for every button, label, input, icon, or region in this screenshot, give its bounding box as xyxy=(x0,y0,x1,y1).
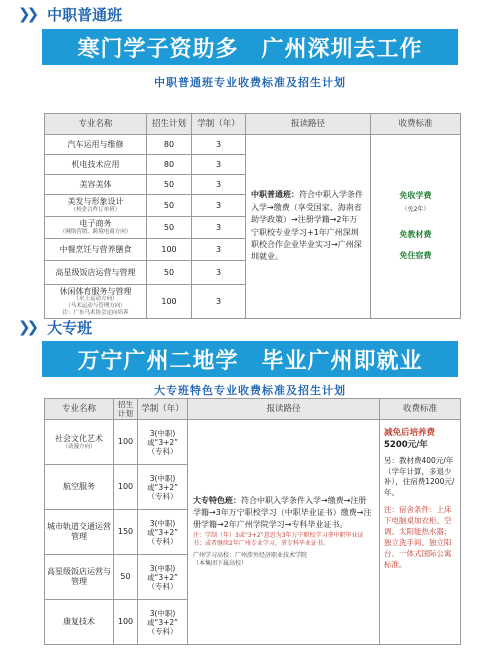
section2-title: 大专班 xyxy=(47,318,93,337)
major-label: 高星级饭店运营与管理 xyxy=(55,267,136,277)
plan-value: 50 xyxy=(147,195,192,217)
path-text: 符合中职入学条件入学→缴费（享受国家、海南省助学政策）→注册学籍→2年万宁职校专业学习+1年广州深圳职校合作企业毕业实习→广州深圳就业。 xyxy=(251,190,363,262)
years-value: 3 xyxy=(192,239,246,261)
double-chevron-icon: ❯❯ xyxy=(18,5,36,23)
header-path: 报读路径 xyxy=(188,399,380,420)
major-name xyxy=(45,555,114,600)
major-name xyxy=(45,261,147,285)
plan-value: 50 xyxy=(114,555,138,600)
double-chevron-icon: ❯❯ xyxy=(18,318,36,336)
major-label: 城市轨道交通运营管理 xyxy=(47,522,111,541)
table-header-row xyxy=(45,399,461,420)
plan-value: 50 xyxy=(147,175,192,195)
fee-cell xyxy=(380,420,461,645)
years-value: 3 xyxy=(192,155,246,175)
section1-title: 中职普通班 xyxy=(47,5,123,24)
fee-detail: 另：教材费400元/年（学年计算，多退少补），住宿费1200元/年。 xyxy=(384,455,455,498)
major-sub: （动漫方向） xyxy=(62,443,96,450)
header-years: 学制（年） xyxy=(138,399,188,420)
years-value: 3 xyxy=(192,261,246,285)
major-name xyxy=(45,195,147,217)
table-header-row xyxy=(45,114,461,135)
path-cell xyxy=(188,420,380,645)
fee-note: 注：宿舍条件：上床下电脑桌加衣柜、空调、太阳能热水器；独立洗手间、独立阳台、一体式国际公寓标准。 xyxy=(384,505,452,569)
section1-banner: 寒门学子资助多 广州深圳去工作 xyxy=(42,29,458,65)
major-sub: （水上运动方向） （马术运动与管理方向） 注：广东马术协会定向培养 xyxy=(62,296,129,316)
path-cell xyxy=(246,135,371,319)
major-name xyxy=(45,465,114,510)
plan-value: 50 xyxy=(147,217,192,239)
major-label: 高星级饭店运营与管理 xyxy=(47,567,111,586)
major-label: 美容美体 xyxy=(79,179,112,189)
table-row xyxy=(45,135,461,155)
major-label: 康复技术 xyxy=(63,617,95,627)
table-row xyxy=(45,420,461,465)
section2-table xyxy=(44,398,461,645)
major-name xyxy=(45,239,147,261)
fee-item: 免教材费 xyxy=(399,230,432,240)
section1-table xyxy=(44,113,461,319)
major-label: 航空服务 xyxy=(63,482,95,492)
header-fee: 收费标准 xyxy=(371,114,461,135)
fee-amount: 5200元/年 xyxy=(384,440,428,451)
plan-value: 100 xyxy=(114,600,138,645)
years-value: 3 xyxy=(192,175,246,195)
major-name xyxy=(45,510,114,555)
plan-value: 100 xyxy=(114,465,138,510)
major-name xyxy=(45,285,147,319)
major-label: 社会文化艺术 xyxy=(55,433,103,443)
major-name xyxy=(45,217,147,239)
section2-header xyxy=(18,317,92,337)
years-value: 3 xyxy=(192,135,246,155)
major-label: 中餐烹饪与营养膳食 xyxy=(59,244,132,254)
years-value: 3(中职) 或“3+2” （专科） xyxy=(138,555,188,600)
major-label: 电子商务 xyxy=(79,219,112,229)
major-label: 汽车运用与维修 xyxy=(67,139,124,149)
major-name xyxy=(45,175,147,195)
plan-value: 80 xyxy=(147,155,192,175)
major-label: 美发与形象设计 xyxy=(67,197,124,207)
section1-header xyxy=(18,4,122,24)
major-name xyxy=(45,135,147,155)
major-name xyxy=(45,420,114,465)
header-major: 专业名称 xyxy=(45,399,114,420)
section1-subtitle: 中职普通班专业收费标准及招生计划 xyxy=(154,76,346,89)
years-value: 3(中职) 或“3+2” （专科） xyxy=(138,420,188,465)
header-years: 学制（年） xyxy=(192,114,246,135)
section2-banner: 万宁广州二地学 毕业广州即就业 xyxy=(42,341,458,377)
school-info: 广州学习高校：广州涉外经济职业技术学院 （本集团下属高校） xyxy=(193,552,308,568)
plan-value: 50 xyxy=(147,261,192,285)
years-value: 3(中职) 或“3+2” （专科） xyxy=(138,600,188,645)
major-sub: （网络营销、跨境电商方向） xyxy=(59,229,132,235)
plan-value: 80 xyxy=(147,135,192,155)
years-value: 3 xyxy=(192,195,246,217)
major-label: 机电技术应用 xyxy=(71,159,120,169)
plan-value: 150 xyxy=(114,510,138,555)
path-label: 中职普通班： xyxy=(251,190,299,200)
fee-item: 免住宿费 xyxy=(399,250,432,260)
plan-value: 100 xyxy=(147,239,192,261)
section2-subtitle: 大专班特色专业收费标准及招生计划 xyxy=(154,384,346,397)
path-note: 注：学制（年）3或“3+2”意思为3年万宁职校学习拿中职毕业证书；或者继续2年广州专业学习，拿专科毕业证书。 xyxy=(193,532,364,548)
major-name xyxy=(45,600,114,645)
fee-item: （免2年） xyxy=(401,206,430,214)
fee-item: 免收学费 xyxy=(399,191,432,201)
major-label: 休闲体育服务与管理 xyxy=(59,286,132,296)
plan-value: 100 xyxy=(147,285,192,319)
header-major: 专业名称 xyxy=(45,114,147,135)
path-text: 符合中职入学条件入学→缴费→注册学籍→3年万宁职校学习（中职毕业证书）缴费→注册学籍→2年广州学院学习→专科毕业证书。 xyxy=(193,496,372,529)
fee-title: 减免后培养费 xyxy=(384,428,436,438)
years-value: 3(中职) 或“3+2” （专科） xyxy=(138,465,188,510)
header-path: 报读路径 xyxy=(246,114,371,135)
major-sub: （校企合作订单班） xyxy=(70,207,121,213)
header-plan: 招生计划 xyxy=(114,399,138,420)
fee-cell xyxy=(371,135,461,319)
header-plan: 招生计划 xyxy=(147,114,192,135)
plan-value: 100 xyxy=(114,420,138,465)
major-name xyxy=(45,155,147,175)
years-value: 3 xyxy=(192,217,246,239)
path-label: 大专特色班： xyxy=(193,496,241,506)
header-fee: 收费标准 xyxy=(380,399,461,420)
years-value: 3(中职) 或“3+2” （专科） xyxy=(138,510,188,555)
years-value: 3 xyxy=(192,285,246,319)
